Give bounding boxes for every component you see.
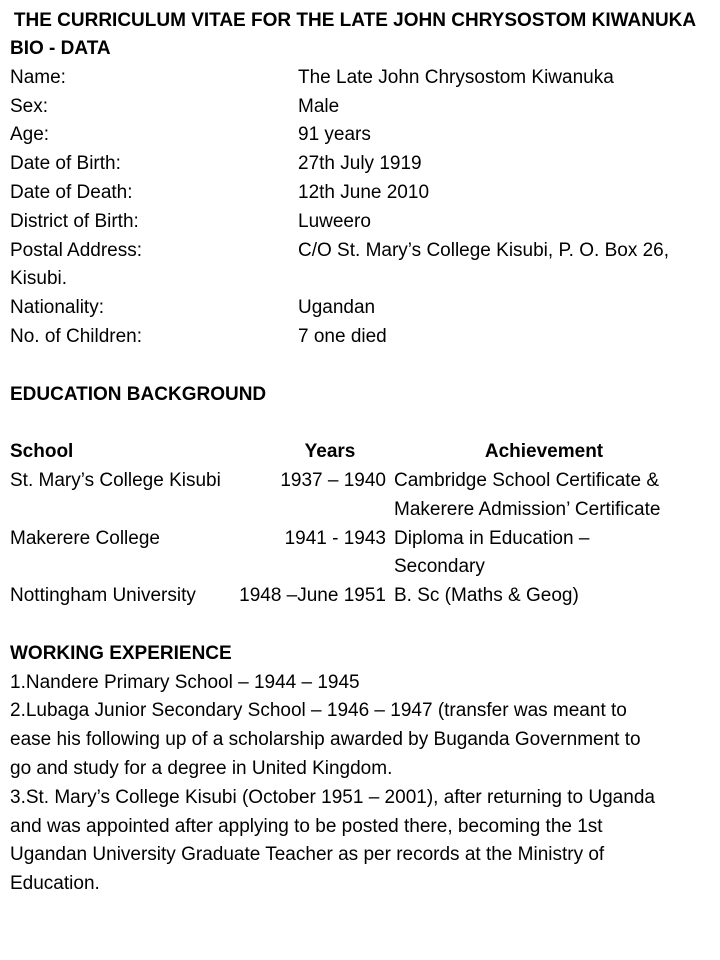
bio-row	[10, 208, 720, 237]
education-table	[10, 467, 720, 611]
table-row	[10, 467, 720, 525]
work-item-line: ease his following up of a scholarship awarded by Buganda Government to	[10, 729, 641, 751]
bio-label: Postal Address:	[10, 239, 143, 261]
column-school: School	[10, 441, 74, 463]
work-item-line: 3.St. Mary’s College Kisubi (October 1951 – 2001), after returning to Uganda	[10, 786, 655, 808]
bio-label: Date of Death:	[10, 181, 133, 203]
bio-label: Date of Birth:	[10, 153, 121, 175]
work-item-line: 2.Lubaga Junior Secondary School – 1946 – 1947 (transfer was meant to	[10, 700, 627, 722]
work-item-line: 1.Nandere Primary School – 1944 – 1945	[10, 671, 360, 693]
achievement-cell	[394, 467, 694, 525]
bio-row	[10, 323, 720, 352]
bio-row	[10, 237, 720, 266]
bio-label: Name:	[10, 66, 66, 88]
bio-value: C/O St. Mary’s College Kisubi, P. O. Box 26,	[298, 239, 670, 261]
bio-label: Sex:	[10, 95, 49, 117]
education-heading: EDUCATION BACKGROUND	[10, 383, 267, 405]
bio-value: 91 years	[298, 124, 371, 146]
bio-row	[10, 121, 720, 150]
work-item-line: Education.	[10, 873, 100, 895]
years-cell: 1937 – 1940	[280, 469, 386, 491]
achievement-line: Makerere Admission’ Certificate	[394, 498, 661, 520]
bio-value: Luweero	[298, 210, 371, 232]
column-achievement: Achievement	[484, 441, 604, 463]
years-cell: 1948 –June 1951	[239, 585, 386, 607]
bio-label: Age:	[10, 124, 50, 146]
achievement-cell	[394, 582, 694, 611]
work-item-line: Ugandan University Graduate Teacher as per records at the Ministry of	[10, 844, 605, 866]
table-row	[10, 582, 720, 611]
achievement-line: B. Sc (Maths & Geog)	[394, 585, 579, 607]
bio-data-list	[10, 64, 720, 352]
achievement-line: Secondary	[394, 556, 485, 578]
work-item	[10, 697, 700, 783]
work-item	[10, 784, 700, 899]
column-years: Years	[304, 441, 356, 463]
bio-value: Ugandan	[298, 297, 376, 319]
bio-heading: BIO - DATA	[10, 38, 111, 59]
work-heading: WORKING EXPERIENCE	[10, 642, 232, 664]
achievement-cell	[394, 525, 694, 583]
bio-row	[10, 64, 720, 93]
bio-label: District of Birth:	[10, 210, 139, 232]
bio-value: 7 one died	[298, 325, 387, 347]
bio-label: Kisubi.	[10, 268, 68, 290]
bio-row	[10, 265, 720, 294]
bio-row	[10, 179, 720, 208]
bio-row	[10, 93, 720, 122]
school-cell: Makerere College	[10, 527, 160, 549]
bio-row	[10, 150, 720, 179]
school-cell: Nottingham University	[10, 585, 196, 607]
work-experience-list	[10, 669, 700, 899]
bio-value: The Late John Chrysostom Kiwanuka	[298, 66, 614, 88]
work-item-line: go and study for a degree in United Kingdom.	[10, 757, 393, 779]
bio-value: 12th June 2010	[298, 181, 430, 203]
document-title: THE CURRICULUM VITAE FOR THE LATE JOHN CHRYSOSTOM KIWANUKA	[13, 10, 697, 31]
bio-row	[10, 294, 720, 323]
education-table-header	[10, 438, 720, 467]
work-item-line: and was appointed after applying to be posted there, becoming the 1st	[10, 815, 603, 837]
bio-label: No. of Children:	[10, 325, 143, 347]
bio-value: Male	[298, 95, 340, 117]
table-row	[10, 525, 720, 583]
bio-label: Nationality:	[10, 297, 104, 319]
achievement-line: Diploma in Education –	[394, 527, 590, 549]
bio-value: 27th July 1919	[298, 153, 422, 175]
years-cell: 1941 - 1943	[284, 527, 386, 549]
work-item	[10, 669, 700, 698]
school-cell: St. Mary’s College Kisubi	[10, 469, 221, 491]
achievement-line: Cambridge School Certificate &	[394, 469, 660, 491]
